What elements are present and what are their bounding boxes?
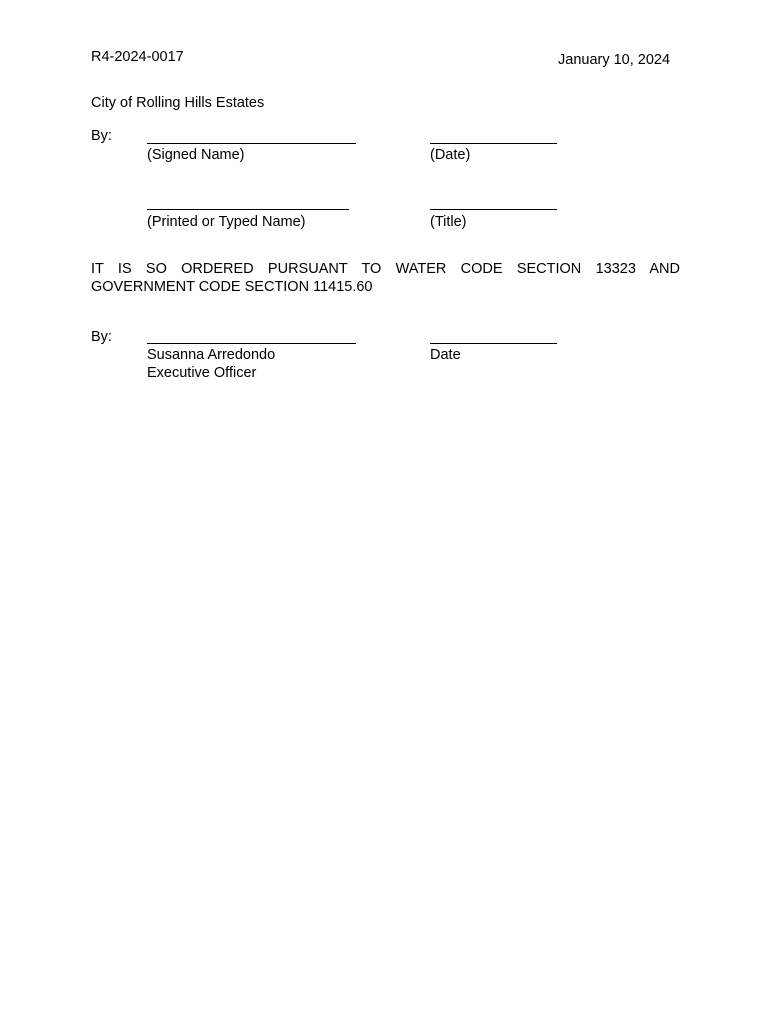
signature-line: [147, 143, 356, 144]
signer-title: Executive Officer: [147, 365, 257, 381]
order-number: R4-2024-0017: [91, 49, 184, 65]
executive-signature-line: [147, 343, 356, 344]
date-label: (Date): [430, 147, 471, 163]
signed-name-label: (Signed Name): [147, 147, 245, 163]
order-statement: [91, 260, 680, 296]
title-line: [430, 209, 557, 210]
title-label: (Title): [430, 214, 467, 230]
printed-name-label: (Printed or Typed Name): [147, 214, 306, 230]
signer-name: Susanna Arredondo: [147, 347, 276, 363]
order-statement-line-1: IT IS SO ORDERED PURSUANT TO WATER CODE SECTION 13323 AND: [91, 261, 680, 277]
document-date: January 10, 2024: [558, 52, 671, 68]
by-label-2: By:: [91, 329, 112, 345]
executive-date-line: [430, 343, 557, 344]
printed-name-line: [147, 209, 349, 210]
party-name: City of Rolling Hills Estates: [91, 95, 265, 111]
order-statement-line-2: GOVERNMENT CODE SECTION 11415.60: [91, 279, 373, 295]
executive-date-label: Date: [430, 347, 461, 363]
date-line: [430, 143, 557, 144]
by-label-1: By:: [91, 128, 112, 144]
